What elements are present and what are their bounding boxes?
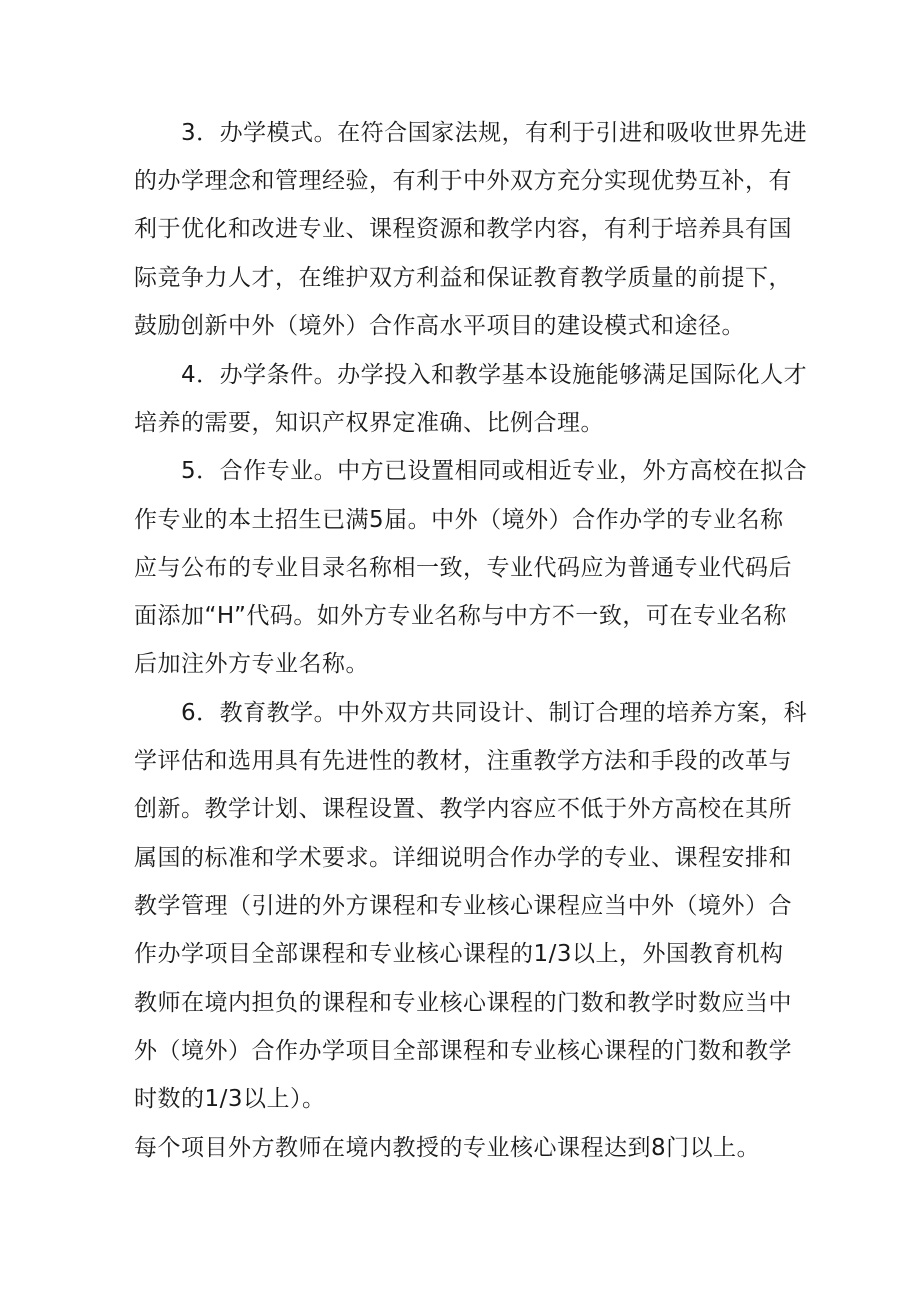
- text-line: 教学管理（引进的外方课程和专业核心课程应当中外（境外）合: [134, 893, 792, 919]
- text-line: 属国的标准和学术要求。详细说明合作办学的专业、课程安排和: [134, 845, 792, 871]
- text-line: 作专业的本土招生已满5届。中外（境外）合作办学的专业名称: [134, 507, 784, 533]
- text-line: 4．办学条件。办学投入和教学基本设施能够满足国际化人才: [181, 362, 808, 388]
- text-line: 面添加“H”代码。如外方专业名称与中方不一致，可在专业名称: [134, 603, 787, 629]
- text-line: 学评估和选用具有先进性的教材，注重教学方法和手段的改革与: [134, 748, 792, 774]
- text-line: 3．办学模式。在符合国家法规，有利于引进和吸收世界先进: [181, 120, 808, 146]
- text-line: 培养的需要，知识产权界定准确、比例合理。: [134, 410, 604, 436]
- text-line: 际竞争力人才，在维护双方利益和保证教育教学质量的前提下，: [134, 265, 792, 291]
- text-line: 作办学项目全部课程和专业核心课程的1/3以上，外国教育机构: [134, 941, 784, 967]
- text-line: 应与公布的专业目录名称相一致，专业代码应为普通专业代码后: [134, 555, 792, 581]
- text-line: 创新。教学计划、课程设置、教学内容应不低于外方高校在其所: [134, 796, 792, 822]
- text-line: 鼓励创新中外（境外）合作高水平项目的建设模式和途径。: [134, 313, 745, 339]
- text-line: 外（境外）合作办学项目全部课程和专业核心课程的门数和教学: [134, 1038, 792, 1064]
- text-line: 后加注外方专业名称。: [134, 651, 369, 677]
- text-line: 利于优化和改进专业、课程资源和教学内容，有利于培养具有国: [134, 216, 792, 242]
- text-line: 时数的1/3以上）。: [134, 1086, 326, 1112]
- text-line: 6．教育教学。中外双方共同设计、制订合理的培养方案，科: [181, 700, 808, 726]
- text-line: 每个项目外方教师在境内教授的专业核心课程达到8门以上。: [134, 1135, 761, 1161]
- text-line: 5．合作专业。中方已设置相同或相近专业，外方高校在拟合: [181, 458, 808, 484]
- text-line: 的办学理念和管理经验，有利于中外双方充分实现优势互补，有: [134, 168, 792, 194]
- text-line: 教师在境内担负的课程和专业核心课程的门数和教学时数应当中: [134, 990, 792, 1016]
